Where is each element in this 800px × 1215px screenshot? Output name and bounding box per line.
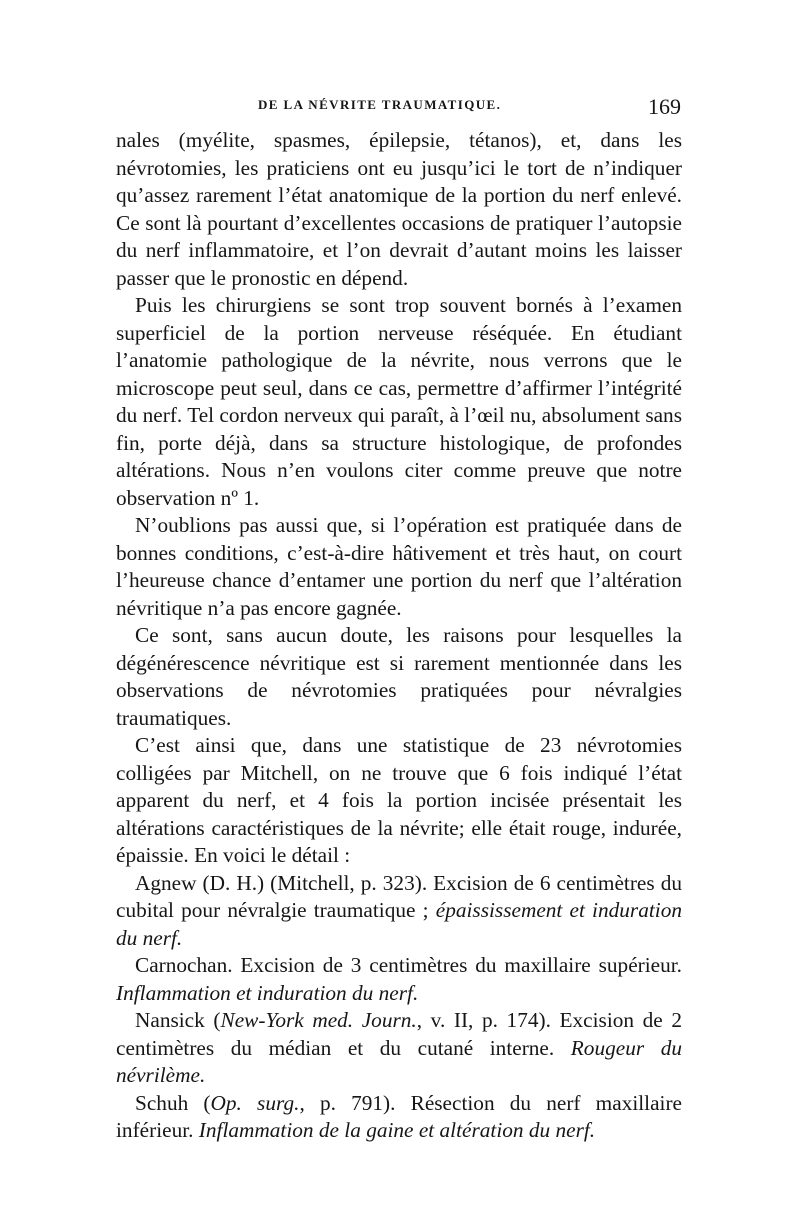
citation-author: Nansick (: [135, 1008, 221, 1032]
paragraph: [116, 127, 682, 292]
citation-paragraph: [116, 870, 682, 953]
running-title: DE LA NÉVRITE TRAUMATIQUE.: [258, 97, 502, 112]
citation-text: Carnochan. Excision de 3 centimètres du maxillaire supérieur.: [135, 953, 682, 977]
citation-source: New-York med. Journ.: [220, 1008, 417, 1032]
page-number: 169: [648, 94, 681, 119]
paragraph-text: Puis les chirurgiens se sont trop souvent bornés à l’examen superficiel de la portion nerveuse réséquée. En étudiant l’anatomie pathologique de la névrite, nous verrons que le microscope peut seul, dans ce cas, permettre d’affirmer l’intégrité du nerf. Tel cordon nerveux qui paraît, à l’œil nu, absolument sans fin, porte déjà, dans sa structure histologique, de profondes altérations. Nous n’en voulons citer comme preuve que notre observation nº 1.: [116, 293, 682, 510]
paragraph: [116, 292, 682, 512]
paragraph-text: nales (myélite, spasmes, épilepsie, tétanos), et, dans les névrotomies, les praticiens ont eu jusqu’ici le tort de n’indiquer qu’assez rarement l’état anatomique de la portion du nerf enlevé. Ce sont là pourtant d’excellentes occasions de pratiquer l’autopsie du nerf inflammatoire, et l’on devrait d’autant moins les laisser passer que le pronostic en dépend.: [116, 128, 682, 290]
paragraph: [116, 512, 682, 622]
paragraph: [116, 732, 682, 870]
body-text: [116, 127, 682, 1145]
citation-text: , p. 791). Résection du nerf maxillaire inférieur.: [116, 1090, 683, 1142]
citation-paragraph: [116, 1007, 682, 1090]
citation-text: Agnew (D. H.) (Mitchell, p. 323). Excision de 6 centimètres du cubital pour névralgie traumatique ;: [116, 870, 682, 922]
paragraph: [116, 622, 682, 732]
citation-author: Schuh (: [135, 1090, 211, 1115]
citation-finding: Inflammation et induration du nerf.: [116, 980, 419, 1005]
citation-finding: Inflammation de la gaine et altération du nerf.: [198, 1118, 596, 1142]
paragraph-text: C’est ainsi que, dans une statistique de 23 névrotomies colligées par Mitchell, on ne trouve que 6 fois indiqué l’état apparent du nerf, et 4 fois la portion incisée présentait les altérations caractéristiques de la névrite; elle était rouge, indurée, épaissie. En voici le détail :: [116, 733, 682, 867]
citation-text: , v. II, p. 174). Excision de 2 centimètres du médian et du cutané interne.: [116, 1008, 683, 1060]
citation-paragraph: [116, 1090, 682, 1145]
citation-finding: épaississement et induration du nerf.: [116, 898, 682, 950]
citation-paragraph: [116, 952, 682, 1007]
citation-finding: Rougeur du névrilème.: [116, 1035, 683, 1087]
paragraph-text: N’oublions pas aussi que, si l’opération est pratiquée dans de bonnes conditions, c’est-à-dire hâtivement et très haut, on court l’heureuse chance d’entamer une portion du nerf que l’altération névritique n’a pas encore gagnée.: [116, 513, 682, 620]
citation-source: Op. surg.: [210, 1090, 300, 1115]
paragraph-text: Ce sont, sans aucun doute, les raisons pour lesquelles la dégénérescence névritique est si rarement mentionnée dans les observations de névrotomies pratiquées pour névralgies traumatiques.: [116, 623, 682, 730]
